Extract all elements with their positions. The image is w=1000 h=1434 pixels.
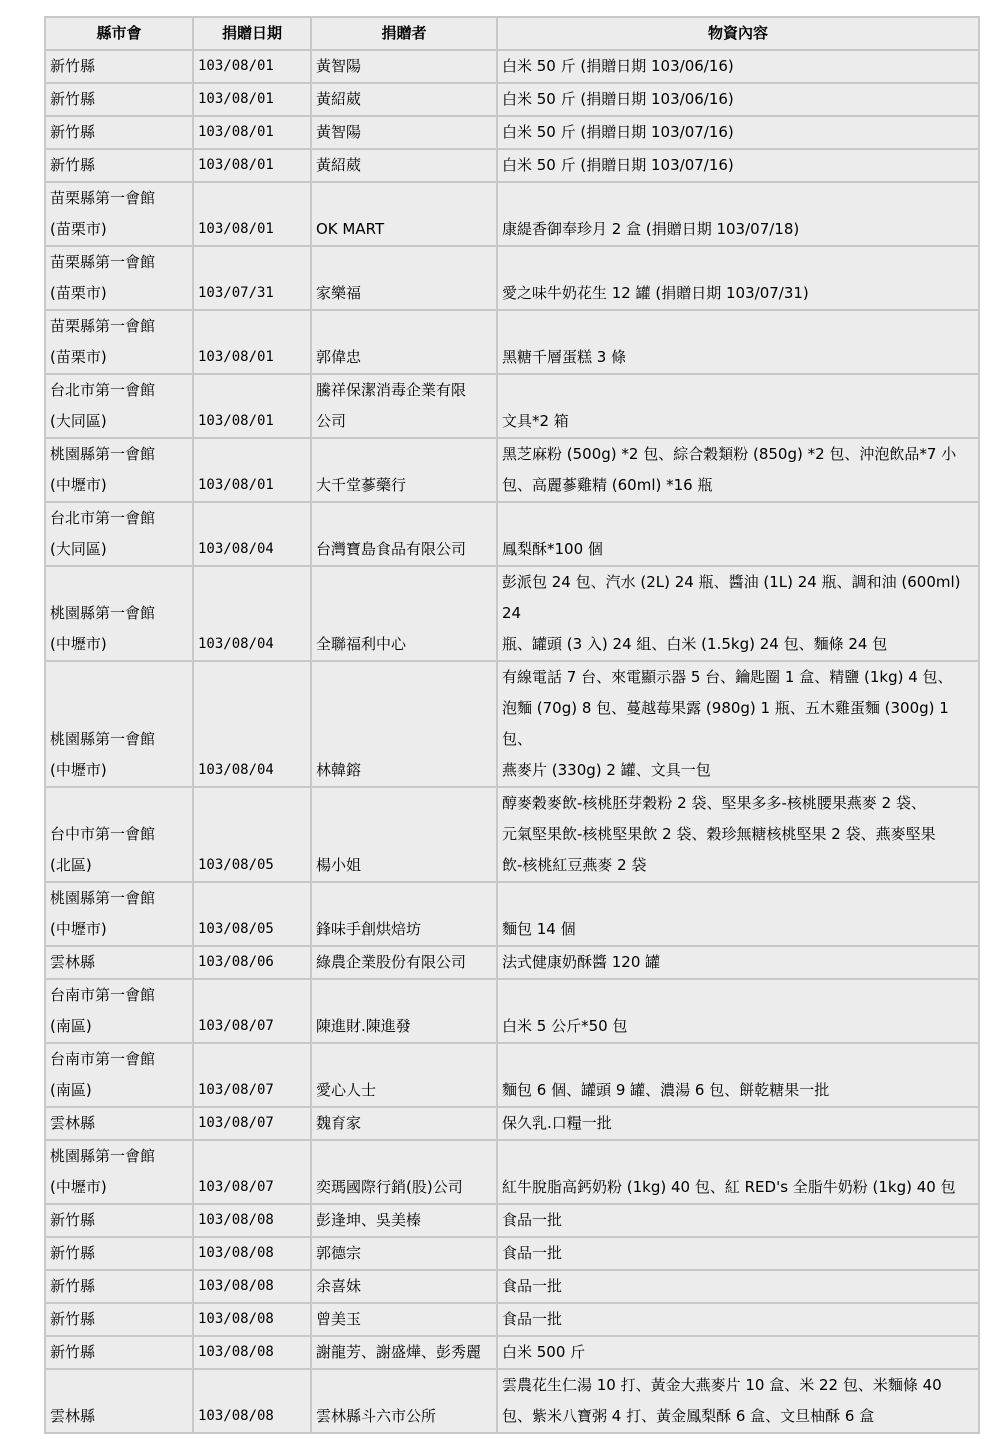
cell-date: 103/08/08 <box>193 1204 311 1237</box>
cell-region: 台北市第一會館 (大同區) <box>45 374 193 438</box>
cell-region: 新竹縣 <box>45 116 193 149</box>
cell-date: 103/08/08 <box>193 1303 311 1336</box>
cell-date: 103/08/04 <box>193 661 311 787</box>
cell-items: 白米 5 公斤*50 包 <box>497 979 979 1043</box>
cell-region: 台南市第一會館 (南區) <box>45 979 193 1043</box>
cell-region: 台北市第一會館 (大同區) <box>45 502 193 566</box>
cell-donor: 綠農企業股份有限公司 <box>311 946 497 979</box>
table-row <box>45 1270 979 1303</box>
cell-date: 103/08/06 <box>193 946 311 979</box>
cell-items: 麵包 14 個 <box>497 882 979 946</box>
table-row <box>45 1303 979 1336</box>
header-date: 捐贈日期 <box>193 17 311 50</box>
cell-donor: 黃智陽 <box>311 116 497 149</box>
cell-region: 新竹縣 <box>45 1336 193 1369</box>
table-row <box>45 149 979 182</box>
cell-date: 103/08/01 <box>193 374 311 438</box>
cell-donor: 鋒味手創烘焙坊 <box>311 882 497 946</box>
cell-date: 103/08/01 <box>193 50 311 83</box>
table-row <box>45 310 979 374</box>
cell-donor: 楊小姐 <box>311 787 497 882</box>
cell-date: 103/08/08 <box>193 1369 311 1433</box>
cell-items: 食品一批 <box>497 1237 979 1270</box>
cell-donor: 陳進財.陳進發 <box>311 979 497 1043</box>
cell-items: 白米 50 斤 (捐贈日期 103/06/16) <box>497 50 979 83</box>
cell-region: 新竹縣 <box>45 1204 193 1237</box>
cell-region: 苗栗縣第一會館 (苗栗市) <box>45 310 193 374</box>
cell-items: 食品一批 <box>497 1270 979 1303</box>
header-donor: 捐贈者 <box>311 17 497 50</box>
cell-date: 103/08/07 <box>193 979 311 1043</box>
cell-items: 食品一批 <box>497 1303 979 1336</box>
table-row <box>45 979 979 1043</box>
cell-region: 台南市第一會館 (南區) <box>45 1043 193 1107</box>
table-row <box>45 116 979 149</box>
cell-donor: 余喜妹 <box>311 1270 497 1303</box>
cell-items: 法式健康奶酥醬 120 罐 <box>497 946 979 979</box>
cell-region: 桃園縣第一會館 (中壢市) <box>45 1140 193 1204</box>
cell-items: 白米 500 斤 <box>497 1336 979 1369</box>
table-row <box>45 502 979 566</box>
cell-region: 桃園縣第一會館 (中壢市) <box>45 882 193 946</box>
table-row <box>45 1140 979 1204</box>
table-row <box>45 946 979 979</box>
cell-date: 103/08/05 <box>193 787 311 882</box>
cell-donor: OK MART <box>311 182 497 246</box>
cell-donor: 郭德宗 <box>311 1237 497 1270</box>
cell-items: 黑糖千層蛋糕 3 條 <box>497 310 979 374</box>
table-row <box>45 438 979 502</box>
cell-date: 103/08/01 <box>193 182 311 246</box>
cell-donor: 雲林縣斗六市公所 <box>311 1369 497 1433</box>
cell-donor: 黃智陽 <box>311 50 497 83</box>
cell-region: 桃園縣第一會館 (中壢市) <box>45 438 193 502</box>
cell-region: 苗栗縣第一會館 (苗栗市) <box>45 246 193 310</box>
cell-date: 103/08/07 <box>193 1140 311 1204</box>
cell-donor: 黃紹葳 <box>311 83 497 116</box>
cell-items: 醇麥穀麥飲-核桃胚芽穀粉 2 袋、堅果多多-核桃腰果燕麥 2 袋、 元氣堅果飲-核桃堅果飲 2 袋、穀珍無糖核桃堅果 2 袋、燕麥堅果 飲-核桃紅豆燕麥 2 袋 <box>497 787 979 882</box>
cell-donor: 彭逢坤、吳美榛 <box>311 1204 497 1237</box>
cell-region: 新竹縣 <box>45 1237 193 1270</box>
cell-region: 雲林縣 <box>45 946 193 979</box>
cell-date: 103/08/01 <box>193 310 311 374</box>
cell-region: 新竹縣 <box>45 50 193 83</box>
cell-donor: 郭偉忠 <box>311 310 497 374</box>
cell-donor: 謝龍芳、謝盛燁、彭秀麗 <box>311 1336 497 1369</box>
cell-donor: 曾美玉 <box>311 1303 497 1336</box>
cell-region: 新竹縣 <box>45 83 193 116</box>
cell-donor: 林韓鎔 <box>311 661 497 787</box>
cell-region: 新竹縣 <box>45 1303 193 1336</box>
cell-donor: 愛心人士 <box>311 1043 497 1107</box>
cell-donor: 大千堂蔘藥行 <box>311 438 497 502</box>
cell-items: 愛之味牛奶花生 12 罐 (捐贈日期 103/07/31) <box>497 246 979 310</box>
cell-donor: 黃紹葳 <box>311 149 497 182</box>
cell-region: 雲林縣 <box>45 1107 193 1140</box>
header-region: 縣市會 <box>45 17 193 50</box>
cell-date: 103/07/31 <box>193 246 311 310</box>
cell-date: 103/08/05 <box>193 882 311 946</box>
cell-items: 有線電話 7 台、來電顯示器 5 台、鑰匙圈 1 盒、精鹽 (1kg) 4 包、 泡麵 (70g) 8 包、蔓越莓果露 (980g) 1 瓶、五木雞蛋麵 (300g) 1 包、 燕麥片 (330g) 2 罐、文具一包 <box>497 661 979 787</box>
cell-donor: 奕瑪國際行銷(股)公司 <box>311 1140 497 1204</box>
cell-region: 苗栗縣第一會館 (苗栗市) <box>45 182 193 246</box>
donation-table-container <box>44 16 978 1434</box>
cell-region: 新竹縣 <box>45 149 193 182</box>
table-row <box>45 882 979 946</box>
table-row <box>45 661 979 787</box>
cell-region: 桃園縣第一會館 (中壢市) <box>45 566 193 661</box>
cell-date: 103/08/04 <box>193 502 311 566</box>
cell-items: 白米 50 斤 (捐贈日期 103/07/16) <box>497 149 979 182</box>
header-items: 物資內容 <box>497 17 979 50</box>
cell-donor: 台灣寶島食品有限公司 <box>311 502 497 566</box>
table-row <box>45 566 979 661</box>
header-row <box>45 17 979 50</box>
cell-date: 103/08/07 <box>193 1043 311 1107</box>
cell-region: 桃園縣第一會館 (中壢市) <box>45 661 193 787</box>
cell-donor: 騰祥保潔消毒企業有限 公司 <box>311 374 497 438</box>
table-row <box>45 1336 979 1369</box>
cell-date: 103/08/04 <box>193 566 311 661</box>
cell-items: 紅牛脫脂高鈣奶粉 (1kg) 40 包、紅 RED's 全脂牛奶粉 (1kg) 40 包 <box>497 1140 979 1204</box>
cell-date: 103/08/08 <box>193 1237 311 1270</box>
donation-table <box>44 16 980 1434</box>
cell-date: 103/08/01 <box>193 438 311 502</box>
cell-items: 保久乳.口糧一批 <box>497 1107 979 1140</box>
cell-region: 雲林縣 <box>45 1369 193 1433</box>
table-row <box>45 1237 979 1270</box>
table-row <box>45 374 979 438</box>
cell-date: 103/08/01 <box>193 149 311 182</box>
table-row <box>45 787 979 882</box>
cell-donor: 全聯福利中心 <box>311 566 497 661</box>
table-row <box>45 1369 979 1433</box>
cell-region: 新竹縣 <box>45 1270 193 1303</box>
cell-donor: 家樂福 <box>311 246 497 310</box>
table-row <box>45 1043 979 1107</box>
cell-date: 103/08/08 <box>193 1270 311 1303</box>
cell-items: 白米 50 斤 (捐贈日期 103/06/16) <box>497 83 979 116</box>
table-row <box>45 1204 979 1237</box>
cell-region: 台中市第一會館 (北區) <box>45 787 193 882</box>
cell-items: 鳳梨酥*100 個 <box>497 502 979 566</box>
cell-items: 康緹香御奉珍月 2 盒 (捐贈日期 103/07/18) <box>497 182 979 246</box>
cell-items: 雲農花生仁湯 10 打、黃金大燕麥片 10 盒、米 22 包、米麵條 40 包、紫米八寶粥 4 打、黃金鳳梨酥 6 盒、文旦柚酥 6 盒 <box>497 1369 979 1433</box>
cell-items: 白米 50 斤 (捐贈日期 103/07/16) <box>497 116 979 149</box>
cell-items: 文具*2 箱 <box>497 374 979 438</box>
table-row <box>45 50 979 83</box>
table-row <box>45 1107 979 1140</box>
table-row <box>45 182 979 246</box>
cell-date: 103/08/01 <box>193 116 311 149</box>
table-row <box>45 246 979 310</box>
cell-items: 彭派包 24 包、汽水 (2L) 24 瓶、醬油 (1L) 24 瓶、調和油 (600ml) 24 瓶、罐頭 (3 入) 24 組、白米 (1.5kg) 24 包、麵條 24 包 <box>497 566 979 661</box>
cell-items: 食品一批 <box>497 1204 979 1237</box>
cell-date: 103/08/07 <box>193 1107 311 1140</box>
cell-donor: 魏育家 <box>311 1107 497 1140</box>
cell-items: 黑芝麻粉 (500g) *2 包、綜合穀類粉 (850g) *2 包、沖泡飲品*7 小 包、高麗蔘雞精 (60ml) *16 瓶 <box>497 438 979 502</box>
cell-date: 103/08/08 <box>193 1336 311 1369</box>
table-body <box>45 50 979 1433</box>
table-row <box>45 83 979 116</box>
cell-items: 麵包 6 個、罐頭 9 罐、濃湯 6 包、餅乾糖果一批 <box>497 1043 979 1107</box>
cell-date: 103/08/01 <box>193 83 311 116</box>
